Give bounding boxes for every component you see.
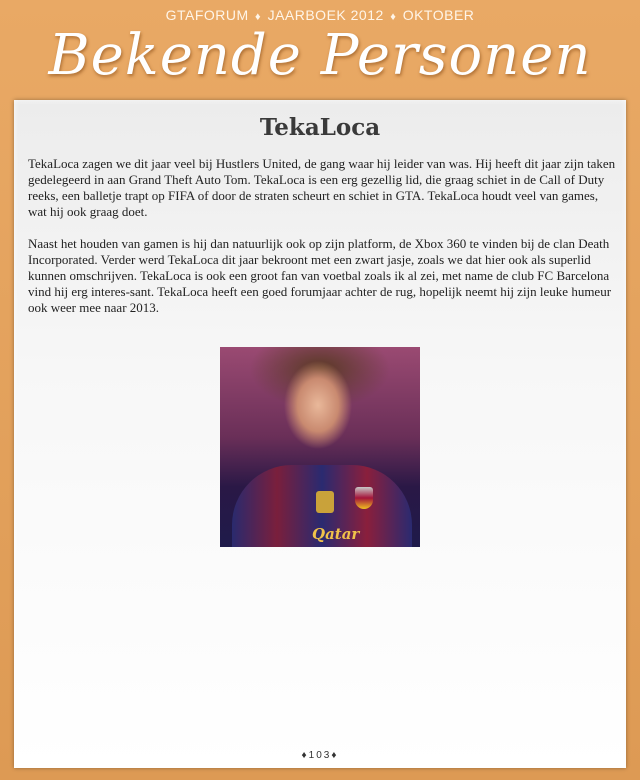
sponsor-text: Qatar xyxy=(312,525,360,543)
crest-icon xyxy=(316,491,334,513)
separator-diamond: ♦ xyxy=(255,11,262,23)
article-body xyxy=(28,156,618,332)
header-breadcrumb xyxy=(0,7,640,23)
section-title: Bekende Personen xyxy=(48,23,592,88)
club-badge-icon xyxy=(355,487,373,509)
profile-photo xyxy=(220,347,420,547)
forum-name: GTAFORUM xyxy=(165,7,249,23)
separator-diamond: ♦ xyxy=(390,11,397,23)
month-name: OKTOBER xyxy=(402,7,475,23)
paragraph: Naast het houden van gamen is hij dan natuurlijk ook op zijn platform, de Xbox 360 te vinden bij de clan Death Incorporated. Verder werd TekaLoca dit jaar bekroont met een zwart jasje, zoals we dat hier ook als superlid kunnen omschrijven. TekaLoca is ook een groot fan van voetbal zoals ik al zei, met name de club FC Barcelona vind hij erg interes-sant. TekaLoca heeft een goed forumjaar achter de rug, hopelijk neemt hij zijn leuke humeur ook weer mee naar 2013. xyxy=(28,236,612,315)
page-number: ♦103♦ xyxy=(301,750,339,761)
content-panel xyxy=(14,100,626,768)
yearbook-name: JAARBOEK 2012 xyxy=(267,7,384,23)
paragraph: TekaLoca zagen we dit jaar veel bij Hustlers United, de gang waar hij leider van was. Hij heeft dit jaar zijn taken gedelegeerd in aan Grand Theft Auto Tom. TekaLoca is een erg gezellig lid, die graag schiet in de Call of Duty reeks, een balletje trapt op FIFA of door de straten scheurt en schiet in GTA. TekaLoca houdt veel van games, wat hij ook graag doet. xyxy=(28,156,616,219)
article-title: TekaLoca xyxy=(259,114,381,141)
